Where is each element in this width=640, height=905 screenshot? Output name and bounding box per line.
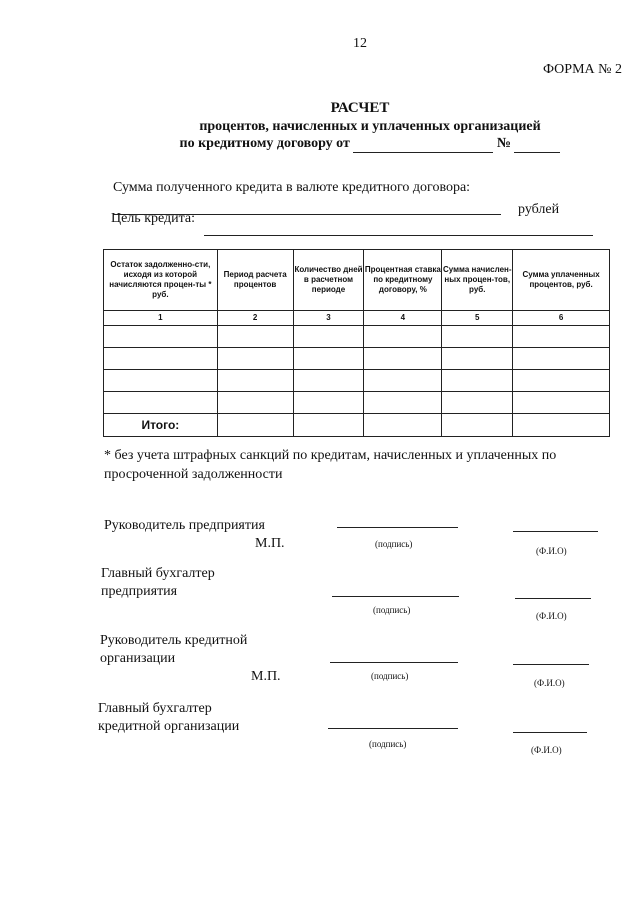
table-row: [104, 326, 610, 348]
loan-amount-label: Сумма полученного кредита в валюте кредитного договора:: [113, 180, 471, 195]
table-row: [104, 392, 610, 414]
page-number: 12: [353, 36, 367, 51]
stamp-label: М.П.: [255, 536, 285, 551]
table-cell[interactable]: [293, 370, 364, 392]
signature-hint: (подпись): [373, 605, 411, 615]
signer-chief-accountant-enterprise: [101, 565, 215, 601]
contract-number-blank[interactable]: [514, 135, 560, 153]
table-header-row: [104, 250, 610, 311]
purpose-label: Цель кредита:: [111, 211, 196, 226]
table-header: Процентная ставка по кредитному договору, %: [364, 250, 442, 311]
table-header: Период расчета процентов: [217, 250, 293, 311]
document-subtitle: [0, 118, 640, 153]
signature-line[interactable]: [332, 584, 459, 597]
table-cell[interactable]: [513, 370, 610, 392]
table-cell[interactable]: [513, 414, 610, 437]
subtitle-line-1: процентов, начисленных и уплаченных организацией: [199, 119, 541, 134]
table-cell[interactable]: [442, 414, 513, 437]
table-row: [104, 348, 610, 370]
table-header: Сумма уплаченных процентов, руб.: [513, 250, 610, 311]
column-number: 2: [217, 311, 293, 326]
signer-line: Главный бухгалтер: [101, 566, 215, 581]
table-cell[interactable]: [104, 326, 218, 348]
stamp-label: М.П.: [251, 669, 281, 684]
signature-hint: (подпись): [369, 739, 407, 749]
signer-line: организации: [100, 651, 176, 666]
table-cell[interactable]: [513, 392, 610, 414]
name-line[interactable]: [513, 652, 589, 665]
signer-line: Руководитель кредитной: [100, 633, 248, 648]
total-row: [104, 414, 610, 437]
name-hint: (Ф.И.О): [534, 678, 565, 688]
name-line[interactable]: [515, 586, 591, 599]
table-cell[interactable]: [442, 326, 513, 348]
table-cell[interactable]: [293, 392, 364, 414]
interest-table: [103, 249, 610, 437]
table-cell[interactable]: [442, 392, 513, 414]
table-cell[interactable]: [442, 348, 513, 370]
column-number: 5: [442, 311, 513, 326]
table-cell[interactable]: [364, 326, 442, 348]
table-cell[interactable]: [104, 348, 218, 370]
signature-line[interactable]: [330, 650, 458, 663]
table-cell[interactable]: [217, 414, 293, 437]
column-number: 3: [293, 311, 364, 326]
table-cell[interactable]: [513, 348, 610, 370]
name-hint: (Ф.И.О): [536, 611, 567, 621]
table-cell[interactable]: [217, 326, 293, 348]
name-hint: (Ф.И.О): [536, 546, 567, 556]
total-label: Итого:: [104, 414, 218, 437]
name-line[interactable]: [513, 720, 587, 733]
signer-line: предприятия: [101, 584, 178, 599]
table-cell[interactable]: [513, 326, 610, 348]
footnote: * без учета штрафных санкций по кредитам, начисленных и уплаченных по просроченной задолженности: [104, 448, 557, 482]
signature-hint: (подпись): [371, 671, 409, 681]
table-cell[interactable]: [104, 392, 218, 414]
column-number: 6: [513, 311, 610, 326]
currency-label: рублей: [518, 202, 560, 217]
table-cell[interactable]: [442, 370, 513, 392]
table-cell[interactable]: [217, 348, 293, 370]
signer-head-enterprise: Руководитель предприятия: [104, 518, 265, 533]
signer-line: Главный бухгалтер: [98, 701, 212, 716]
table-header: Остаток задолженно-сти, исходя из которой начисляются процен-ты * руб.: [104, 250, 218, 311]
column-number-row: [104, 311, 610, 326]
table-row: [104, 370, 610, 392]
form-number: ФОРМА № 2: [542, 62, 622, 77]
signer-line: кредитной организации: [98, 719, 240, 734]
column-number: 1: [104, 311, 218, 326]
signature-line[interactable]: [328, 716, 458, 729]
table-cell[interactable]: [293, 348, 364, 370]
column-number: 4: [364, 311, 442, 326]
contract-number-sign: №: [496, 136, 511, 151]
table-cell[interactable]: [364, 414, 442, 437]
table-header: Сумма начислен-ных процен-тов, руб.: [442, 250, 513, 311]
contract-date-blank[interactable]: [353, 135, 493, 153]
table-cell[interactable]: [293, 414, 364, 437]
document-title: РАСЧЕТ: [330, 100, 390, 116]
table-cell[interactable]: [293, 326, 364, 348]
signature-line[interactable]: [337, 515, 458, 528]
name-line[interactable]: [513, 519, 598, 532]
subtitle-line-2: [0, 135, 640, 153]
table-cell[interactable]: [364, 392, 442, 414]
table-header: Количество дней в расчетном периоде: [293, 250, 364, 311]
purpose-blank[interactable]: [204, 221, 593, 236]
table-cell[interactable]: [217, 370, 293, 392]
signer-head-credit-org: [100, 632, 247, 668]
table-cell[interactable]: [364, 370, 442, 392]
table-cell[interactable]: [364, 348, 442, 370]
subtitle-contract-prefix: по кредитному договору от: [179, 136, 350, 151]
name-hint: (Ф.И.О): [531, 745, 562, 755]
table-cell[interactable]: [104, 370, 218, 392]
signature-hint: (подпись): [375, 539, 413, 549]
table-cell[interactable]: [217, 392, 293, 414]
signer-chief-accountant-credit-org: [98, 700, 239, 736]
